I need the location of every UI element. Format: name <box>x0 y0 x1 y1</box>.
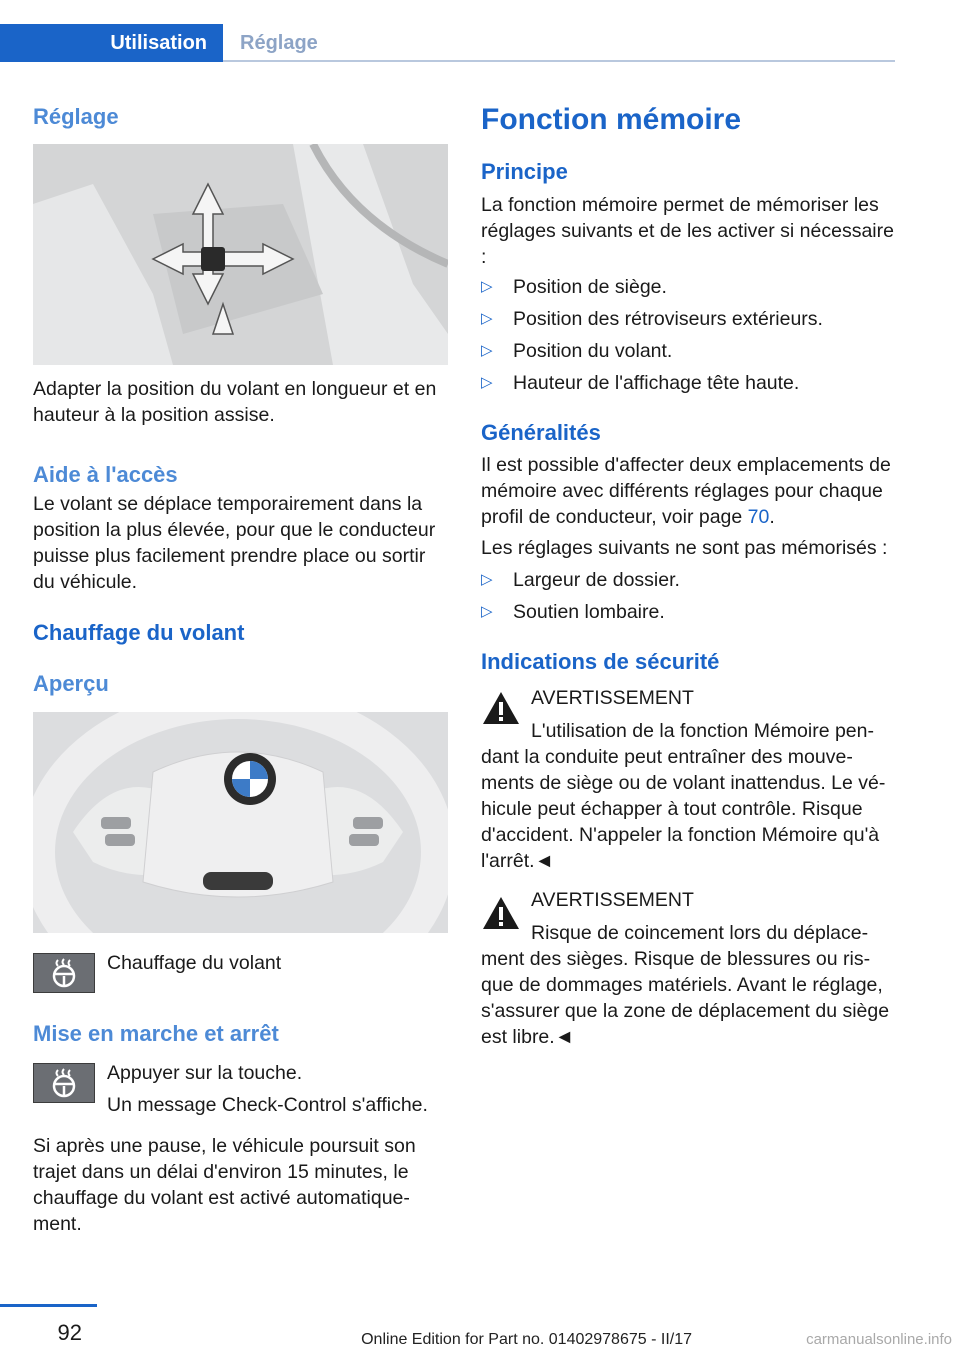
apercu-heading: Aperçu <box>33 671 109 696</box>
list-item <box>481 274 895 300</box>
reglage-text: Adapter la position du volant en longueur et en hauteur à la position assise. <box>33 378 437 426</box>
footer-rule <box>0 1304 97 1307</box>
list-item <box>481 306 895 332</box>
warning1-title: AVERTISSEMENT <box>531 687 694 709</box>
list-item <box>481 370 895 396</box>
securite-heading: Indications de sécurité <box>481 649 720 674</box>
tab-utilisation[interactable]: Utilisation <box>0 24 223 62</box>
list-item-text: Hauteur de l'affichage tête haute. <box>513 372 800 394</box>
list-item-text: Position du volant. <box>513 340 673 362</box>
page-number: 92 <box>57 1320 82 1345</box>
principe-text: La fonction mémoire permet de mémoriser les réglages suivants et de les activer si nécessaire : <box>481 194 894 268</box>
triangle-bullet-icon: ▷ <box>481 374 493 391</box>
page-link[interactable]: 70 <box>747 506 770 528</box>
icon-caption: Chauffage du volant <box>107 952 282 974</box>
triangle-bullet-icon: ▷ <box>481 342 493 359</box>
edition-info: Online Edition for Part no. 01402978675 - II/17 <box>361 1331 692 1348</box>
triangle-bullet-icon: ▷ <box>481 603 493 620</box>
heated-steering-wheel-button-icon <box>33 1063 95 1103</box>
reglage-heading: Réglage <box>33 104 119 129</box>
triangle-bullet-icon: ▷ <box>481 310 493 327</box>
warning2-text: Risque de coincement lors du déplacement des sièges. Risque de blessures ou risque de dommages matériels. Avant le réglage, s'assurer que la zone de déplacement du siège est libre.◄ <box>481 922 890 1048</box>
mise-step1: Appuyer sur la touche. <box>107 1062 303 1084</box>
generalites-text-end: . <box>769 506 775 528</box>
mise-text: Si après une pause, le véhicule poursuit son trajet dans un délai d'environ 15 minutes, le chauffage du volant est activé automatiquement. <box>33 1135 416 1235</box>
aide-text: Le volant se déplace temporairement dans la position la plus élevée, pour que le conducteur puisse plus facilement prendre place ou sortir du véhicule. <box>33 493 436 593</box>
steering-wheel-illustration <box>33 712 448 933</box>
page-title: Fonction mémoire <box>481 103 742 136</box>
tab-divider <box>223 60 895 62</box>
heated-steering-wheel-icon <box>33 953 95 993</box>
list-item <box>481 599 895 625</box>
non-memorises-list <box>481 567 895 631</box>
generalites-text-part: Il est possible d'affecter deux emplacements de mémoire avec différents réglages pour chaque profil de conducteur, voir page <box>481 454 891 528</box>
list-item-text: Position de siège. <box>513 276 667 298</box>
triangle-bullet-icon: ▷ <box>481 571 493 588</box>
header-tabs <box>0 24 895 62</box>
steering-adjust-illustration <box>33 144 448 365</box>
list-item <box>481 338 895 364</box>
triangle-bullet-icon: ▷ <box>481 278 493 295</box>
non-memorises-text: Les réglages suivants ne sont pas mémorisés : <box>481 537 888 559</box>
principe-list <box>481 274 895 402</box>
principe-heading: Principe <box>481 159 568 184</box>
warning2-title: AVERTISSEMENT <box>531 889 694 911</box>
mise-heading: Mise en marche et arrêt <box>33 1021 279 1046</box>
list-item-text: Position des rétroviseurs extérieurs. <box>513 308 823 330</box>
chauffage-heading: Chauffage du volant <box>33 620 245 645</box>
watermark: carmanualsonline.info <box>806 1331 952 1348</box>
list-item <box>481 567 895 593</box>
mise-step2: Un message Check-Control s'affiche. <box>107 1094 428 1116</box>
warning1-text: L'utilisation de la fonction Mémoire pendant la conduite peut entraîner des mouvements de siège ou de volant inattendus. Le véhicule peut échapper à tout contrôle. Risque d'accident. N'appeler la fonction Mémoire qu'à l'arrêt.◄ <box>481 720 886 872</box>
generalites-heading: Généralités <box>481 420 601 445</box>
tab-reglage[interactable]: Réglage <box>240 31 318 54</box>
aide-heading: Aide à l'accès <box>33 462 178 487</box>
list-item-text: Soutien lombaire. <box>513 601 665 623</box>
list-item-text: Largeur de dossier. <box>513 569 680 591</box>
generalites-text <box>481 452 895 530</box>
